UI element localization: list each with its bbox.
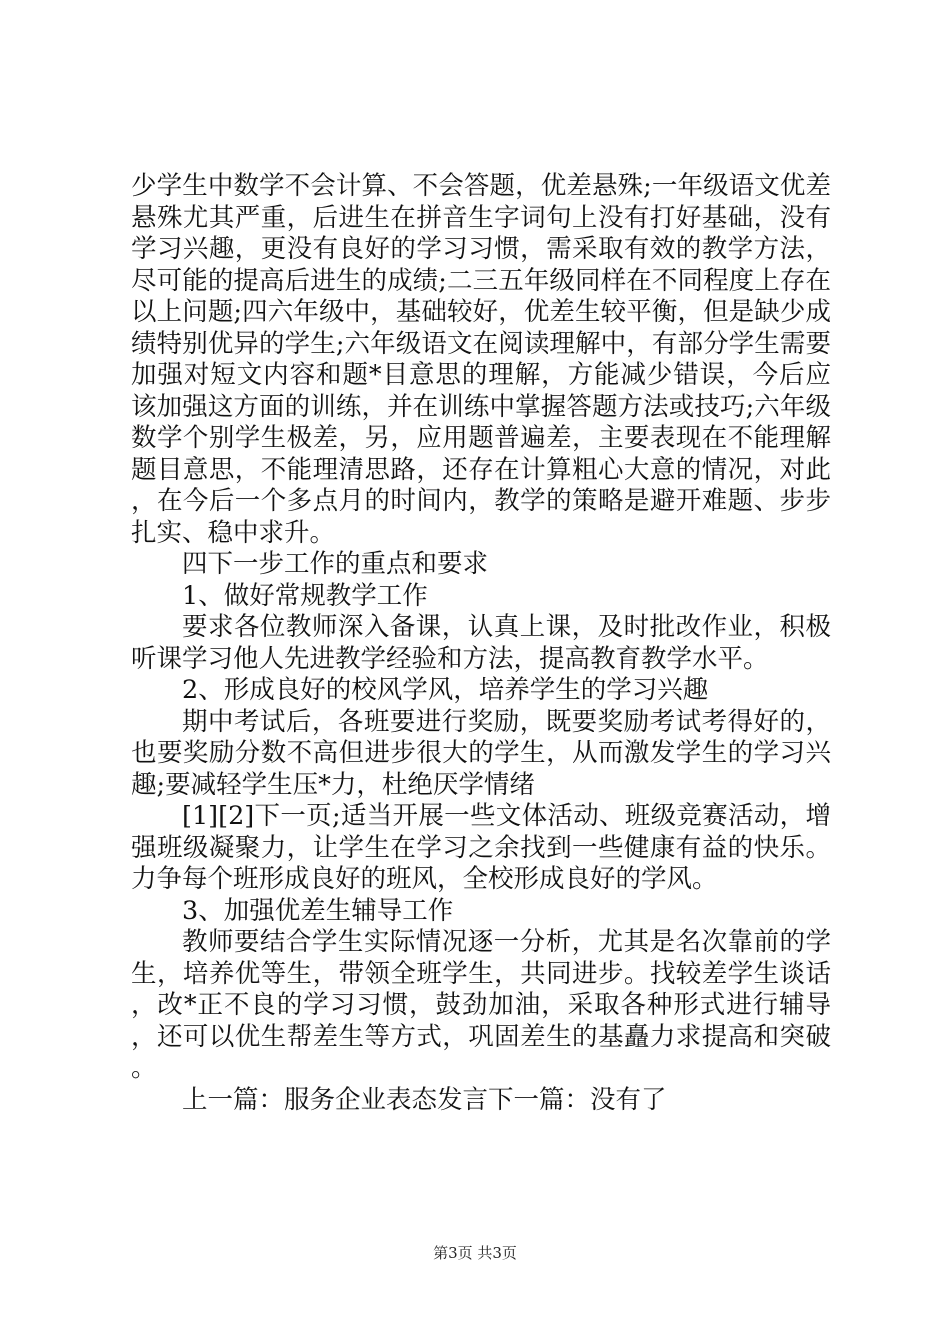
section-heading: 四下一步工作的重点和要求 [182, 549, 489, 579]
body-paragraph: [1][2]下一页;适当开展一些文体活动、班级竞赛活动，增强班级凝聚力，让学生在学习之余找到一些健康有益的快乐。力争每个班形成良好的班风，全校形成良好的学风。 [131, 801, 831, 894]
subsection-heading: 1、做好常规教学工作 [182, 580, 428, 611]
body-paragraph: 少学生中数学不会计算、不会答题，优差悬殊;一年级语文优差悬殊尤其严重，后进生在拼音生字词句上没有打好基础，没有学习兴趣，更没有良好的学习习惯，需采取有效的教学方法，尽可能的提高后进生的成绩;二三五年级同样在不同程度上存在以上问题;四六年级中，基础较好，优差生较平衡，但是缺少成绩特别优异的学生;六年级语文在阅读理解中，有部分学生需要加强对短文内容和题*目意思的理解，方能减少错误，今后应该加强这方面的训练，并在训练中掌握答题方法或技巧;六年级数学个别学生极差，另，应用题普遍差，主要表现在不能理解题目意思，不能理清思路，还存在计算粗心大意的情况，对此，在今后一个多点月的时间内，教学的策略是避开难题、步步扎实、稳中求升。 [131, 171, 831, 548]
document-body [131, 171, 831, 1116]
subsection-heading: 2、形成良好的校风学风，培养学生的学习兴趣 [182, 675, 709, 705]
body-paragraph: 教师要结合学生实际情况逐一分析，尤其是名次靠前的学生，培养优等生，带领全班学生，共同进步。找较差学生谈话，改*正不良的学习习惯，鼓劲加油，采取各种形式进行辅导，还可以优生帮差生等方式，巩固差生的基矗力求提高和突破。 [131, 927, 831, 1083]
prev-next-links[interactable]: 上一篇：服务企业表态发言下一篇：没有了 [182, 1084, 667, 1115]
subsection-heading: 3、加强优差生辅导工作 [182, 895, 454, 926]
page-footer: 第3页 共3页 [433, 1244, 517, 1262]
body-paragraph: 期中考试后，各班要进行奖励，既要奖励考试考得好的，也要奖励分数不高但进步很大的学生，从而激发学生的学习兴趣;要减轻学生压*力，杜绝厌学情绪 [131, 706, 831, 800]
body-paragraph: 要求各位教师深入备课，认真上课，及时批改作业，积极听课学习他人先进教学经验和方法，提高教育教学水平。 [131, 612, 831, 674]
